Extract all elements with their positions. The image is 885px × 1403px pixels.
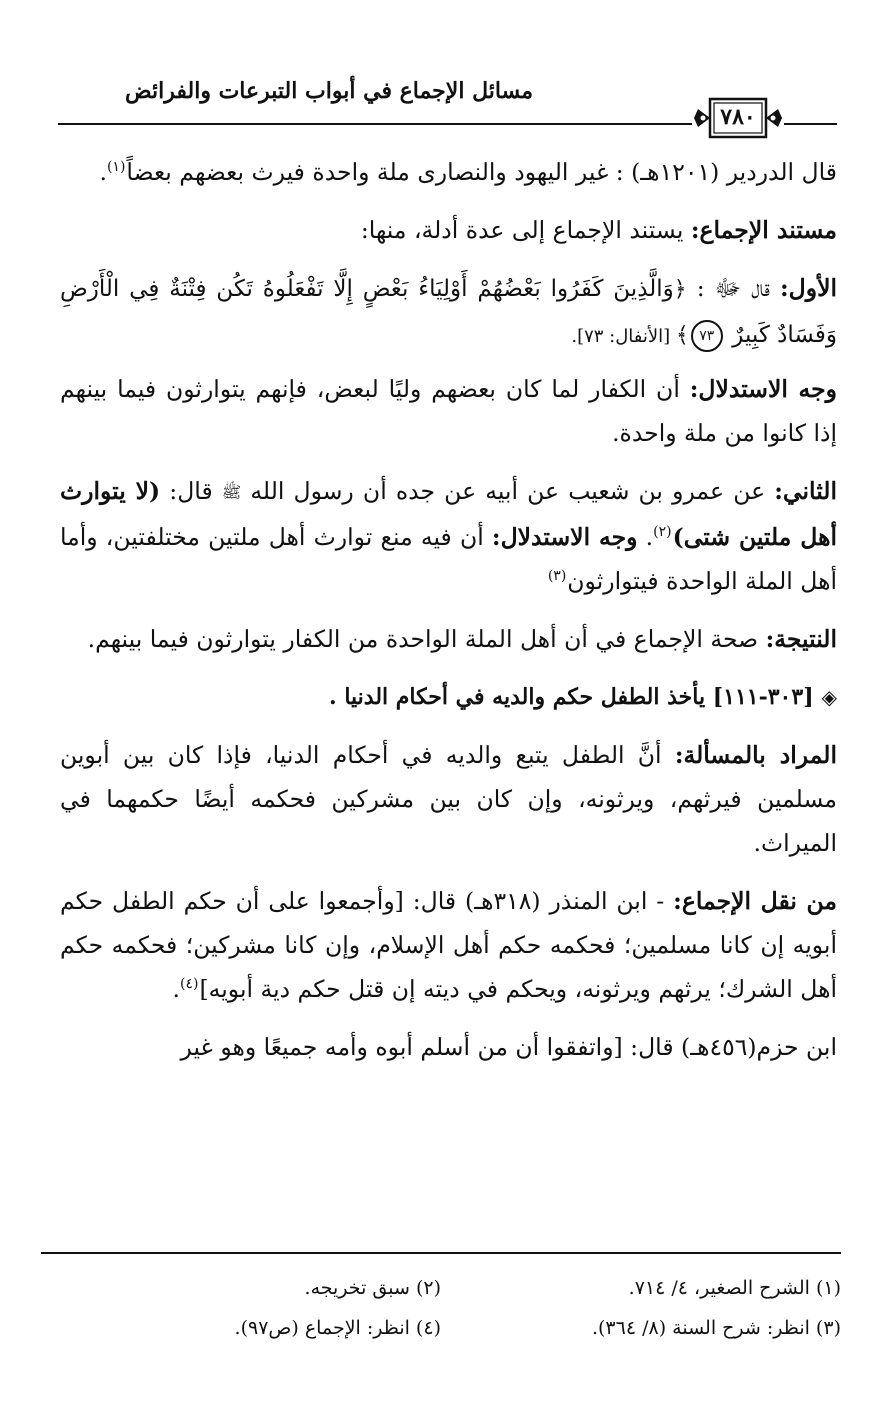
footnote-ref[interactable]: (٢) <box>653 523 672 540</box>
footnote-4: (٤) انظر: الإجماع (ص٩٧). <box>234 1317 441 1339</box>
footnote-row <box>41 1308 841 1348</box>
paragraph-text: قال ﷻ : <box>686 274 780 302</box>
hadith-text: (لا يتوارث أهل ملتين شتى) <box>60 477 837 551</box>
paragraph-evidence-intro <box>60 208 837 252</box>
page-body <box>60 150 837 1083</box>
paragraph-ibn-hazm <box>60 1025 837 1069</box>
paragraph-text: ابن حزم(٤٥٦هـ) قال: [واتفقوا أن من أسلم أبوه وأمه جميعًا وهو غير <box>180 1032 837 1061</box>
paragraph-text: أن الكفار لما كان بعضهم وليًا لبعض، فإنهم يتوارثون فيما بينهم إذا كانوا من ملة واحدة. <box>60 375 837 447</box>
footnote-rule <box>41 1252 841 1254</box>
quran-open-bracket: ﴿ <box>673 277 687 302</box>
paragraph-text: أن فيه منع توارث أهل ملتين مختلفتين، وأما أهل الملة الواحدة فيتوارثون <box>60 522 837 595</box>
quran-close-bracket: ﴾ <box>675 323 689 348</box>
quran-verse: وَالَّذِينَ كَفَرُوا بَعْضُهُمْ أَوْلِيَاءُ بَعْضٍ إِلَّا تَفْعَلُوهُ تَكُن فِتْنَةٌ فِي الْأَرْضِ وَفَسَادٌ كَبِيرٌ <box>60 276 837 348</box>
honorific-glyph: ﷺ <box>221 482 242 502</box>
footnotes <box>41 1268 841 1348</box>
footnote-2: (٢) سبق تخريجه. <box>304 1277 441 1299</box>
punctuation: . <box>99 158 107 186</box>
paragraph-text: يستند الإجماع إلى عدة أدلة، منها: <box>360 216 691 244</box>
paragraph-text: صحة الإجماع في أن أهل الملة الواحدة من الكفار يتوارثون فيما بينهم. <box>87 624 766 653</box>
footnote-ref[interactable]: (٣) <box>547 567 567 584</box>
paragraph-text: قال الدردير (١٢٠١هـ) : غير اليهود والنصارى ملة واحدة فيرث بعضهم بعضاً <box>126 158 837 186</box>
footnote-3: (٣) انظر: شرح السنة (٨/ ٣٦٤). <box>591 1317 841 1339</box>
footnote-1: (١) الشرح الصغير، ٤/ ٧١٤. <box>628 1277 841 1299</box>
page-number: ٧٨٠ <box>720 104 756 130</box>
term-label: النتيجة: <box>765 624 837 653</box>
running-header-title: مسائل الإجماع في أبواب التبرعات والفرائض <box>125 78 533 104</box>
issue-heading <box>60 675 837 719</box>
term-label: المراد بالمسألة: <box>674 740 837 769</box>
ayah-number-icon: ٧٣ <box>691 320 723 352</box>
punctuation: . <box>637 522 654 551</box>
term-label: وجه الاستدلال: <box>689 375 837 403</box>
paragraph-first-evidence <box>60 266 837 359</box>
diamond-bullet-icon: ◈ <box>821 684 837 709</box>
paragraph-inference-1 <box>60 367 837 455</box>
term-label: الأول: <box>779 274 837 302</box>
issue-heading-text: [٣٠٣-١١١] يأخذ الطفل حكم والديه في أحكام الدنيا . <box>329 683 814 710</box>
term-label: من نقل الإجماع: <box>673 886 838 915</box>
paragraph-second-evidence <box>60 469 837 603</box>
paragraph-dardir <box>60 150 837 194</box>
term-label: مستند الإجماع: <box>690 216 837 244</box>
paragraph-transmitters <box>60 879 837 1011</box>
term-label: وجه الاستدلال: <box>491 522 638 551</box>
term-label: الثاني: <box>774 477 837 505</box>
verse-source: [الأنفال: ٧٣]. <box>571 326 676 347</box>
paragraph-text: عن عمرو بن شعيب عن أبيه عن جده أن رسول الله <box>241 477 775 505</box>
footnote-row <box>41 1268 841 1308</box>
footnote-ref[interactable]: (١) <box>106 159 126 176</box>
page-number-frame <box>692 95 784 141</box>
paragraph-result <box>60 617 837 661</box>
punctuation: . <box>172 974 181 1003</box>
paragraph-meaning <box>60 733 837 865</box>
paragraph-text: أنَّ الطفل يتبع والديه في أحكام الدنيا، فإذا كان بين أبوين مسلمين فيرثهم، ويرثونه، وإن كان بين مشركين فحكمه أيضًا حكمهما في الميراث. <box>60 740 837 857</box>
paragraph-text: قال: <box>160 477 222 505</box>
paragraph-text: - ابن المنذر (٣١٨هـ) قال: [وأجمعوا على أن حكم الطفل حكم أبويه إن كانا مسلمين؛ فحكمه حكم أهل الإسلام، وإن كانا مشركين؛ فحكمه حكم أهل الشرك؛ يرثهم ويرثونه، ويحكم في ديته إن قتل حكم دية أبويه] <box>60 886 837 1003</box>
footnote-ref[interactable]: (٤) <box>180 975 199 992</box>
